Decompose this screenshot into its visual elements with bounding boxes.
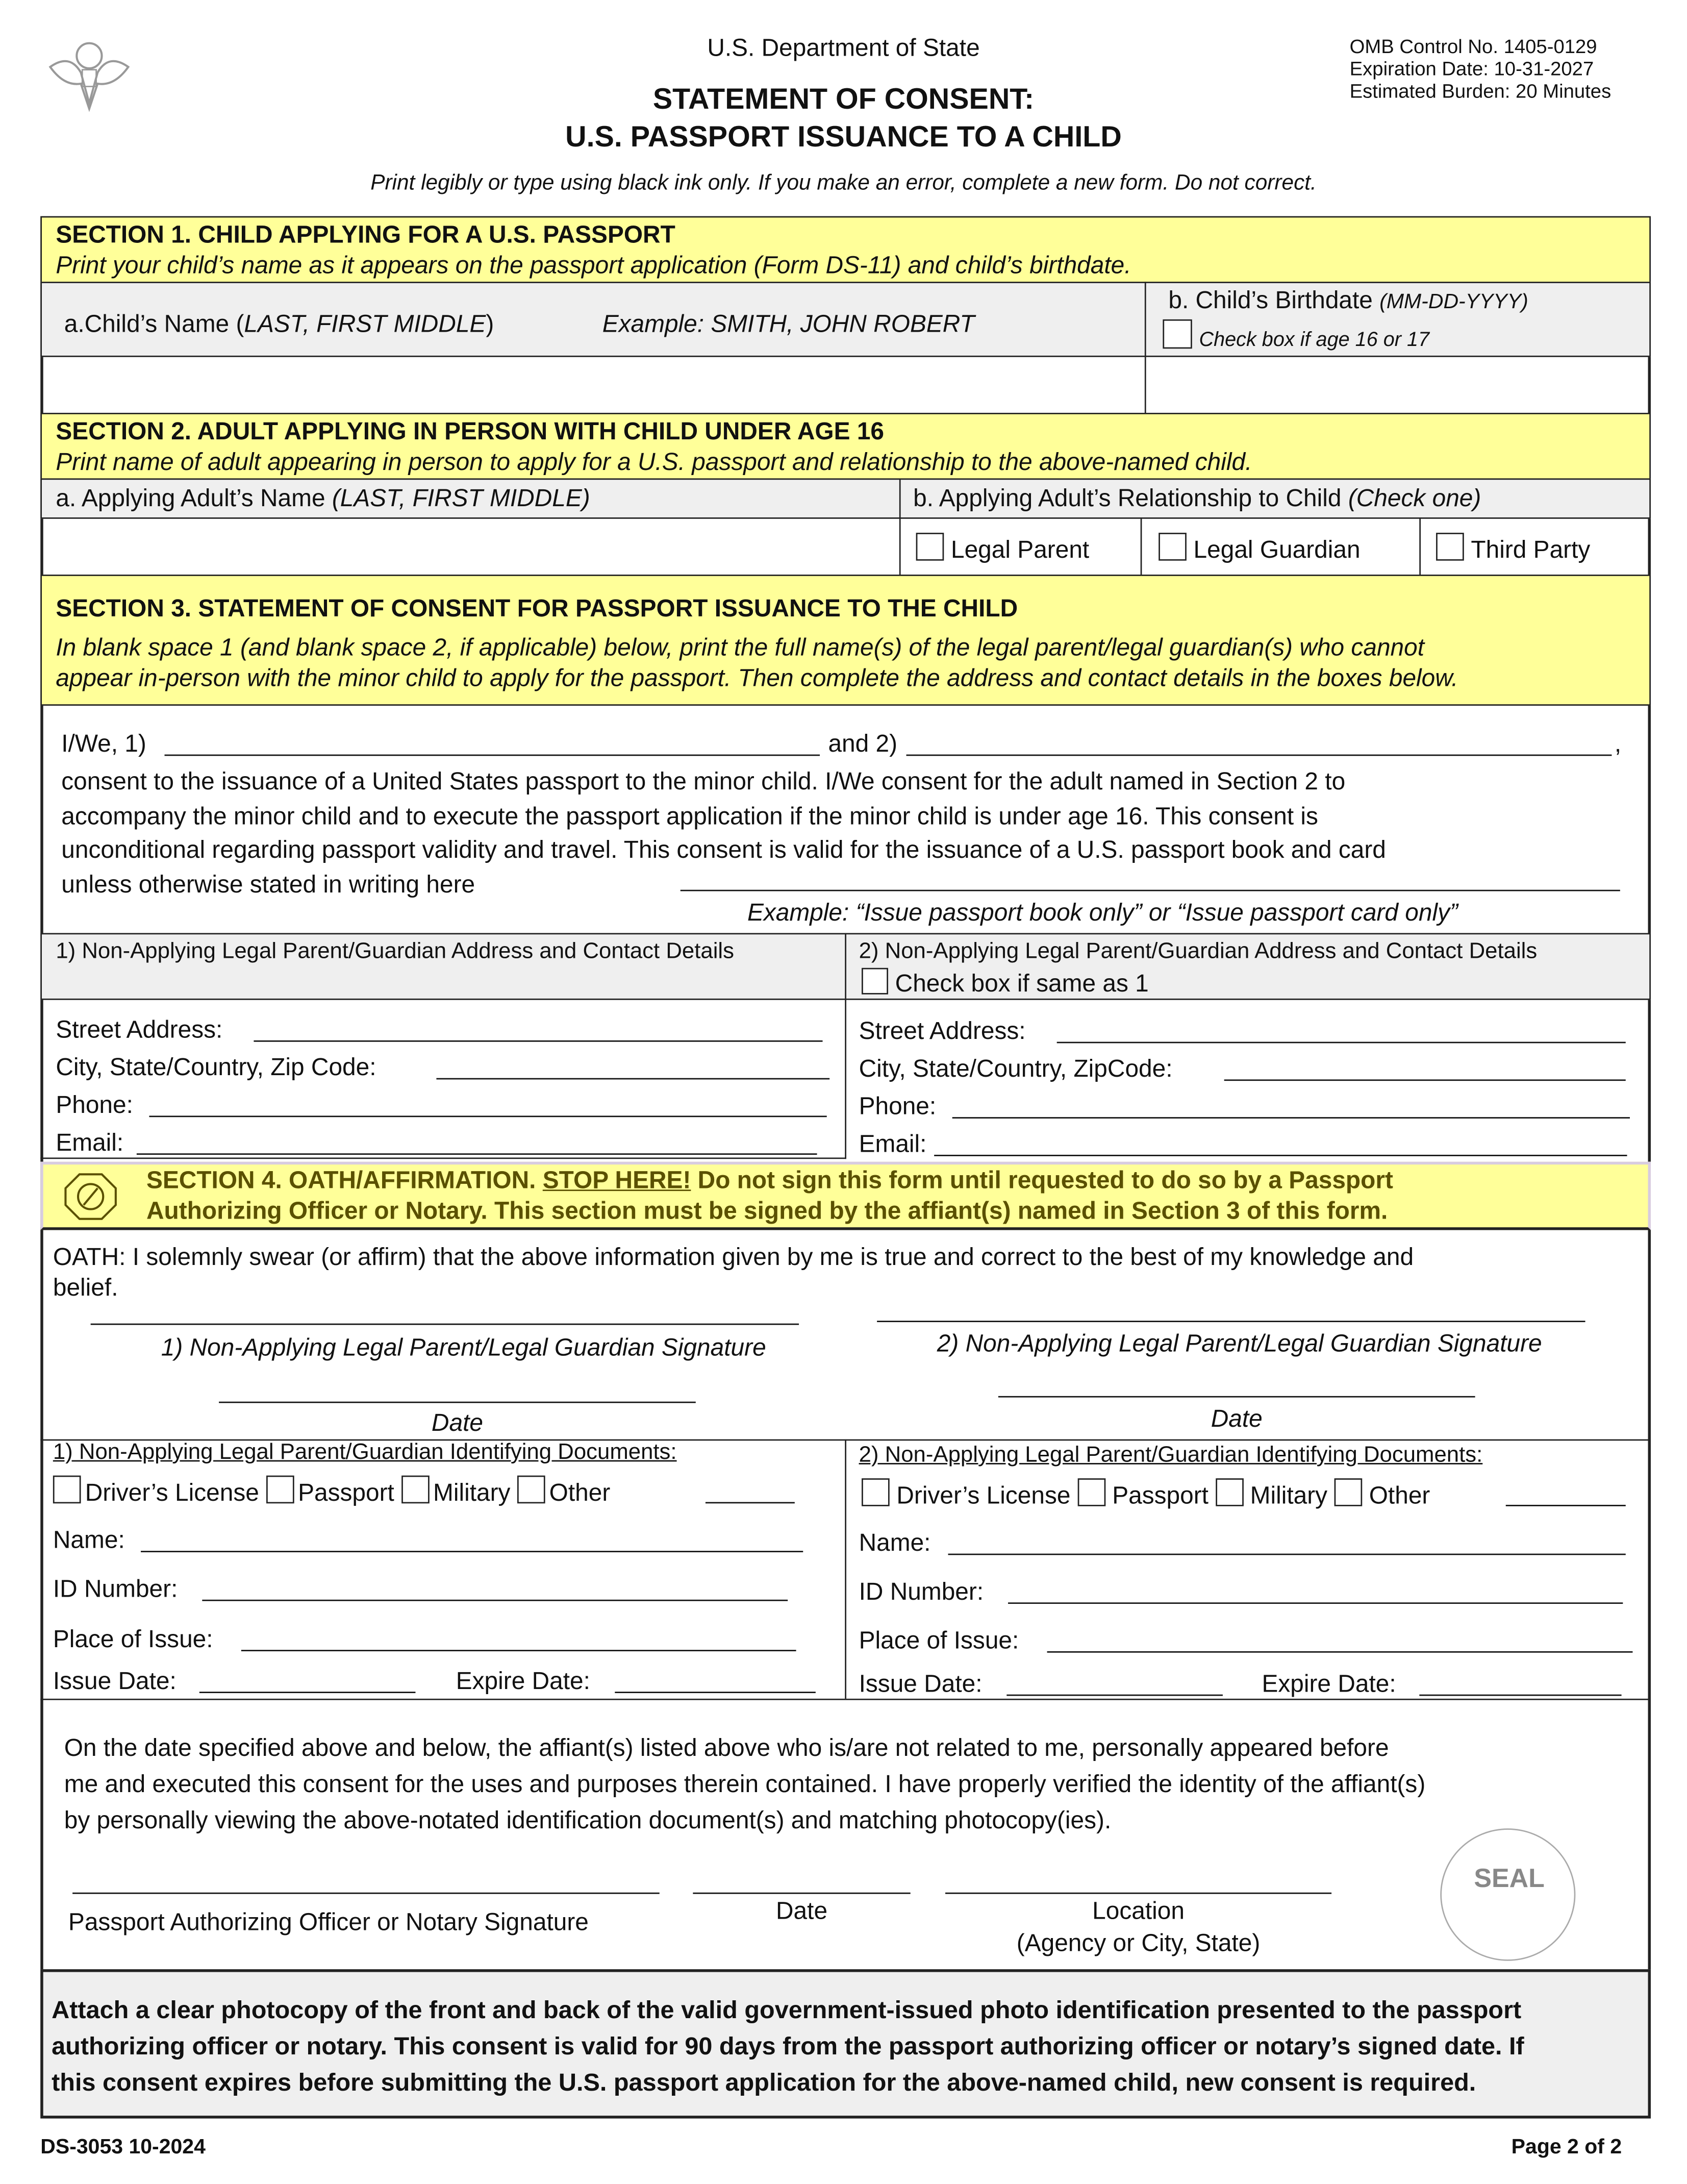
notary-location-input[interactable]: [945, 1893, 1331, 1894]
addr2-phone-input[interactable]: [952, 1117, 1630, 1119]
name-label: Name:: [859, 1528, 931, 1557]
consent-text: consent to the issuance of a United States passport to the minor child. I/We consent for the adult named in Section 2 to accompany the minor child and to execute the passport application if the minor child is under age 16. This consent is unconditional regarding passport validity and travel. This consent is valid for the issuance of a U.S. passport book and card unless otherwise stated in writing here: [61, 767, 1386, 898]
docs2-place-input[interactable]: [1047, 1651, 1633, 1653]
date2-label: Date: [1211, 1404, 1263, 1432]
docs1-expire-input[interactable]: [615, 1692, 816, 1693]
adult-name-input[interactable]: [43, 520, 897, 573]
age-16-17-checkbox[interactable]: Check box if age 16 or 17: [1163, 319, 1429, 352]
estimated-burden: Estimated Burden: 20 Minutes: [1349, 79, 1612, 102]
child-name-label: a.Child’s Name (LAST, FIRST MIDDLE): [64, 309, 494, 338]
notary-location-sublabel: (Agency or City, State): [1016, 1928, 1261, 1957]
date2-input[interactable]: [998, 1396, 1475, 1398]
child-birthdate-input[interactable]: [1147, 358, 1646, 410]
relationship-label: b. Applying Adult’s Relationship to Child (Check one): [913, 484, 1481, 512]
name-label: Name:: [53, 1526, 125, 1554]
id-number-label: ID Number:: [859, 1577, 984, 1605]
street-label: Street Address:: [56, 1015, 223, 1044]
section2-subtitle: Print name of adult appearing in person to apply for a U.S. passport and relationship to the above-named child.: [56, 448, 1252, 476]
addr1-email-input[interactable]: [137, 1153, 817, 1155]
seal-area: [1440, 1828, 1575, 1961]
same-as-1-checkbox[interactable]: Check box if same as 1: [862, 968, 1149, 999]
doc-passport[interactable]: Passport: [1077, 1481, 1208, 1509]
comma: ,: [1614, 729, 1622, 758]
seal-label: SEAL: [1474, 1865, 1545, 1894]
notary-signature-input[interactable]: [72, 1893, 660, 1894]
signature1-input[interactable]: [91, 1324, 799, 1325]
place-label: Place of Issue:: [859, 1626, 1019, 1654]
section3-instruction: In blank space 1 (and blank space 2, if applicable) below, print the full name(s) of the legal parent/legal guardian(s) who cannot: [56, 633, 1425, 661]
child-name-input[interactable]: [43, 358, 1142, 410]
option-legal-parent[interactable]: Legal Parent: [916, 533, 1090, 565]
notary-statement: On the date specified above and below, the affiant(s) listed above who is/are not related to me, personally appeared before me and executed this consent for the uses and purposes therein contained. I have properly verified the identity of the affiant(s) by personally viewing the above-notated identification document(s) and matching photocopy(ies).: [64, 1733, 1426, 1834]
addr1-phone-input[interactable]: [149, 1115, 826, 1117]
agency-name: U.S. Department of State: [707, 33, 980, 62]
doc-other[interactable]: Other: [1334, 1481, 1430, 1509]
issue-date-label: Issue Date:: [859, 1669, 983, 1698]
addr1-city-input[interactable]: [436, 1078, 829, 1080]
stop-sign-icon: [63, 1172, 118, 1222]
docs1-other-input[interactable]: [706, 1502, 795, 1504]
form-id: DS-3053 10-2024: [40, 2135, 206, 2159]
place-label: Place of Issue:: [53, 1625, 213, 1653]
omb-info: [1350, 35, 1612, 102]
addr1-street-input[interactable]: [254, 1040, 822, 1042]
section1-header: [40, 216, 1651, 283]
child-birthdate-label: b. Child’s Birthdate (MM-DD-YYYY): [1168, 286, 1528, 314]
section3-instruction: appear in-person with the minor child to apply for the passport. Then complete the address and contact details in the boxes below.: [56, 663, 1458, 692]
attach-text: Attach a clear photocopy of the front and back of the valid government-issued photo identification presented to the passport authorizing officer or notary. This consent is valid for 90 days from the passport authorizing officer or notary’s signed date. If this consent expires before submitting the U.S. passport application for the above-named child, new consent is required.: [52, 1996, 1524, 2096]
city-label: City, State/Country, ZipCode:: [859, 1054, 1173, 1082]
docs1-types: [53, 1476, 610, 1508]
doc-drivers-license[interactable]: Driver’s License: [53, 1478, 259, 1506]
docs2-types: [862, 1478, 1430, 1510]
email-label: Email:: [56, 1128, 124, 1156]
restriction-example: Example: “Issue passport book only” or “Issue passport card only”: [747, 898, 1458, 926]
oath-text: OATH: I solemnly swear (or affirm) that the above information given by me is true and correct to the best of my knowledge and belief.: [53, 1243, 1414, 1301]
section1-subtitle: Print your child’s name as it appears on the passport application (Form DS-11) and child’s birthdate.: [56, 251, 1131, 279]
doc-other[interactable]: Other: [517, 1478, 611, 1506]
email-label: Email:: [859, 1129, 927, 1158]
issue-date-label: Issue Date:: [53, 1667, 177, 1695]
docs2-other-input[interactable]: [1506, 1505, 1626, 1506]
section2-header: [40, 413, 1651, 480]
section4-warning: Authorizing Officer or Notary. This section must be signed by the affiant(s) named in Section 3 of this form.: [146, 1196, 1388, 1225]
doc-passport[interactable]: Passport: [266, 1478, 394, 1506]
phone-label: Phone:: [56, 1090, 133, 1119]
ink-instruction: Print legibly or type using black ink only. If you make an error, complete a new form. Do not correct.: [370, 171, 1317, 195]
parent1-name-input[interactable]: [165, 755, 820, 756]
docs1-place-input[interactable]: [241, 1650, 796, 1651]
docs1-id-input[interactable]: [202, 1600, 788, 1601]
section1-title: SECTION 1. CHILD APPLYING FOR A U.S. PASSPORT: [56, 220, 675, 249]
addr2-street-input[interactable]: [1057, 1042, 1626, 1044]
addr2-city-input[interactable]: [1224, 1079, 1626, 1081]
doc-drivers-license[interactable]: Driver’s License: [862, 1481, 1070, 1509]
page-number: Page 2 of 2: [1511, 2135, 1622, 2159]
option-third-party[interactable]: Third Party: [1436, 533, 1590, 565]
attach-notice: [40, 1969, 1651, 2118]
address2-header: 2) Non-Applying Legal Parent/Guardian Address and Contact Details: [859, 940, 1538, 964]
date1-input[interactable]: [219, 1402, 696, 1403]
section4-title: SECTION 4. OATH/AFFIRMATION. STOP HERE! Do not sign this form until requested to do so by a Passport: [146, 1165, 1393, 1194]
restriction-input[interactable]: [681, 890, 1620, 891]
date1-label: Date: [431, 1408, 483, 1437]
expiration-date: Expiration Date: 10-31-2027: [1349, 57, 1594, 80]
expire-date-label: Expire Date:: [456, 1667, 590, 1695]
notary-location-label: Location: [1092, 1897, 1185, 1925]
docs1-issue-input[interactable]: [199, 1692, 416, 1693]
notary-signature-label: Passport Authorizing Officer or Notary Signature: [68, 1907, 589, 1936]
docs2-name-input[interactable]: [948, 1554, 1626, 1555]
iwe-label: I/We, 1): [61, 729, 146, 758]
docs2-expire-input[interactable]: [1419, 1695, 1621, 1696]
section4-header: [40, 1162, 1651, 1230]
notary-date-input[interactable]: [693, 1893, 910, 1894]
state-department-seal-icon: [44, 25, 134, 114]
doc-military[interactable]: Military: [401, 1478, 510, 1506]
form-title-line1: STATEMENT OF CONSENT:: [652, 83, 1035, 116]
checkbox[interactable]: [1163, 319, 1192, 349]
notary-date-label: Date: [776, 1897, 828, 1925]
child-name-example: Example: SMITH, JOHN ROBERT: [602, 309, 975, 338]
and2-label: and 2): [828, 729, 898, 758]
section3-header: [40, 575, 1651, 706]
signature2-input[interactable]: [877, 1321, 1585, 1322]
docs2-id-input[interactable]: [1008, 1602, 1623, 1604]
omb-control-number: OMB Control No. 1405-0129: [1349, 35, 1597, 58]
signature2-label: 2) Non-Applying Legal Parent/Legal Guardian Signature: [937, 1329, 1542, 1357]
doc-military[interactable]: Military: [1215, 1481, 1327, 1509]
option-legal-guardian[interactable]: Legal Guardian: [1159, 533, 1360, 565]
parent2-name-input[interactable]: [907, 755, 1612, 756]
docs1-name-input[interactable]: [141, 1551, 803, 1552]
address1-header: 1) Non-Applying Legal Parent/Guardian Address and Contact Details: [56, 940, 735, 964]
docs1-header: 1) Non-Applying Legal Parent/Guardian Identifying Documents:: [53, 1441, 677, 1465]
phone-label: Phone:: [859, 1092, 937, 1120]
expire-date-label: Expire Date:: [1262, 1669, 1396, 1698]
docs2-issue-input[interactable]: [1006, 1695, 1223, 1696]
addr2-email-input[interactable]: [934, 1155, 1627, 1156]
section3-title: SECTION 3. STATEMENT OF CONSENT FOR PASSPORT ISSUANCE TO THE CHILD: [56, 594, 1018, 622]
id-number-label: ID Number:: [53, 1574, 178, 1603]
city-label: City, State/Country, Zip Code:: [56, 1053, 376, 1081]
street-label: Street Address:: [859, 1016, 1026, 1045]
form-title-line2: U.S. PASSPORT ISSUANCE TO A CHILD: [565, 121, 1122, 154]
adult-name-label: a. Applying Adult’s Name (LAST, FIRST MIDDLE): [56, 484, 590, 512]
section2-title: SECTION 2. ADULT APPLYING IN PERSON WITH CHILD UNDER AGE 16: [56, 417, 885, 445]
docs2-header: 2) Non-Applying Legal Parent/Guardian Identifying Documents:: [859, 1443, 1483, 1468]
signature1-label: 1) Non-Applying Legal Parent/Legal Guardian Signature: [161, 1333, 766, 1361]
